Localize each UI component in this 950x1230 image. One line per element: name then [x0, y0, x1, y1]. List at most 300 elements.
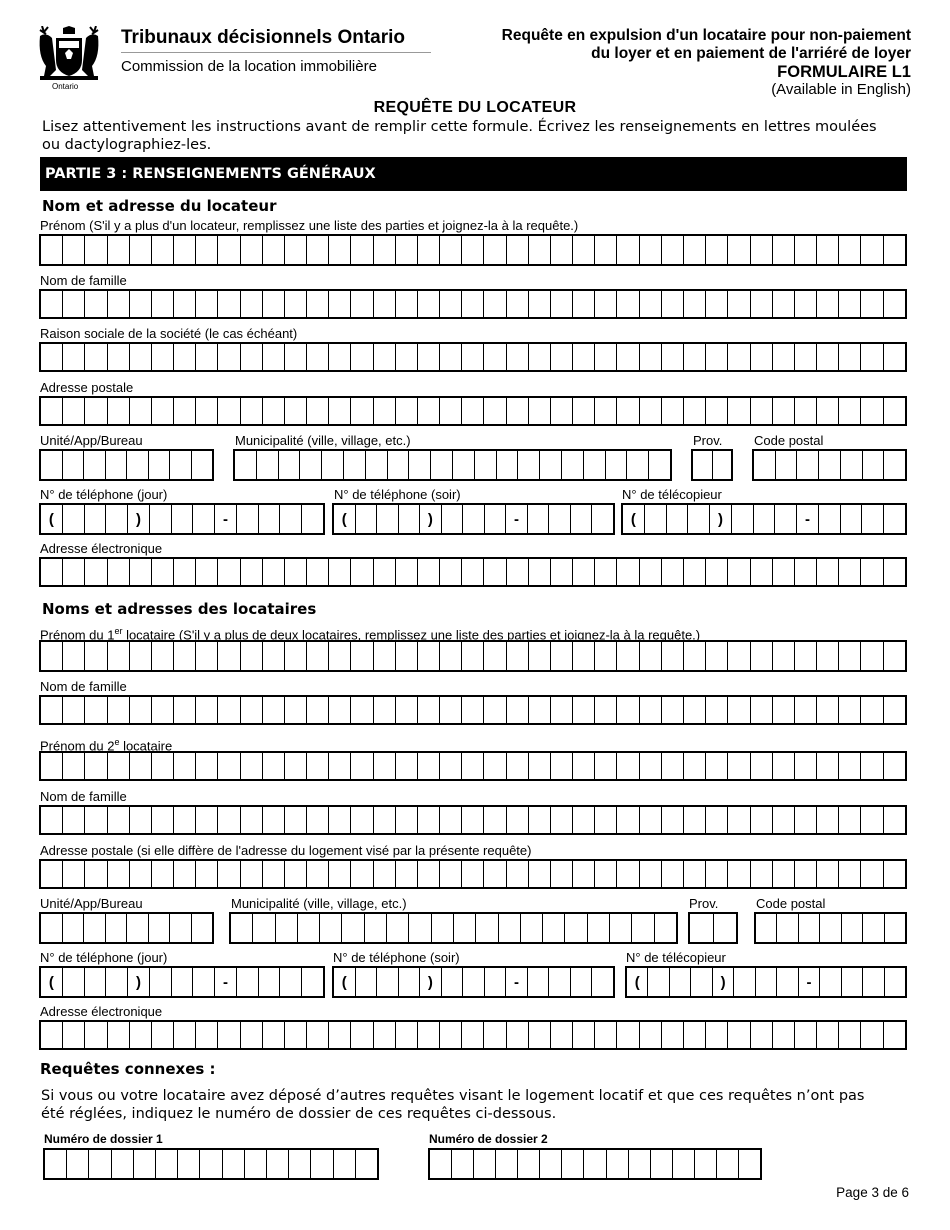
landlord-postal-code-field[interactable]	[752, 449, 907, 481]
char-box[interactable]	[528, 753, 550, 779]
char-box[interactable]	[341, 914, 363, 942]
char-box[interactable]	[439, 753, 461, 779]
char-box[interactable]	[591, 968, 613, 996]
char-box[interactable]	[550, 807, 572, 833]
char-box[interactable]	[284, 559, 306, 585]
char-box[interactable]	[266, 1150, 288, 1178]
char-box[interactable]	[883, 291, 905, 317]
char-box[interactable]: )	[127, 968, 149, 996]
char-box[interactable]	[648, 451, 670, 479]
char-box[interactable]	[195, 753, 217, 779]
char-box[interactable]	[240, 861, 262, 887]
char-box[interactable]	[306, 697, 328, 723]
char-box[interactable]	[498, 914, 520, 942]
char-box[interactable]	[727, 807, 749, 833]
char-box[interactable]	[192, 505, 214, 533]
char-box[interactable]	[570, 968, 592, 996]
char-box[interactable]	[177, 1150, 199, 1178]
char-box[interactable]	[395, 697, 417, 723]
char-box[interactable]	[350, 697, 372, 723]
char-box[interactable]	[45, 1150, 66, 1178]
char-box[interactable]	[105, 914, 127, 942]
char-box[interactable]	[462, 505, 484, 533]
char-box[interactable]	[705, 236, 727, 264]
char-box[interactable]	[461, 807, 483, 833]
char-box[interactable]	[616, 236, 638, 264]
char-box[interactable]	[594, 807, 616, 833]
char-box[interactable]	[474, 451, 496, 479]
char-box[interactable]	[195, 807, 217, 833]
char-box[interactable]	[195, 1022, 217, 1048]
char-box[interactable]	[107, 642, 129, 670]
char-box[interactable]	[191, 451, 213, 479]
char-box[interactable]	[838, 753, 860, 779]
char-box[interactable]	[484, 505, 506, 533]
char-box[interactable]	[661, 753, 683, 779]
char-box[interactable]	[240, 291, 262, 317]
char-box[interactable]	[606, 1150, 628, 1178]
char-box[interactable]	[794, 559, 816, 585]
char-box[interactable]	[772, 807, 794, 833]
char-box[interactable]	[328, 559, 350, 585]
char-box[interactable]	[107, 291, 129, 317]
char-box[interactable]	[750, 236, 772, 264]
char-box[interactable]	[838, 642, 860, 670]
char-box[interactable]	[173, 861, 195, 887]
char-box[interactable]	[461, 559, 483, 585]
char-box[interactable]	[62, 642, 84, 670]
char-box[interactable]	[319, 914, 341, 942]
char-box[interactable]	[350, 1022, 372, 1048]
char-box[interactable]	[860, 807, 882, 833]
char-box[interactable]	[883, 697, 905, 723]
char-box[interactable]	[373, 807, 395, 833]
char-box[interactable]	[506, 861, 528, 887]
char-box[interactable]	[262, 1022, 284, 1048]
char-box[interactable]	[838, 697, 860, 723]
char-box[interactable]	[173, 807, 195, 833]
char-box[interactable]	[41, 291, 62, 317]
char-box[interactable]	[838, 236, 860, 264]
char-box[interactable]	[451, 1150, 473, 1178]
char-box[interactable]	[819, 914, 840, 942]
char-box[interactable]	[794, 807, 816, 833]
char-box[interactable]	[417, 291, 439, 317]
char-box[interactable]	[84, 559, 106, 585]
char-box[interactable]	[151, 291, 173, 317]
char-box[interactable]	[217, 753, 239, 779]
char-box[interactable]	[705, 807, 727, 833]
char-box[interactable]	[639, 807, 661, 833]
char-box[interactable]	[62, 236, 84, 264]
char-box[interactable]	[284, 642, 306, 670]
char-box[interactable]	[528, 697, 550, 723]
file-number-2-field[interactable]	[428, 1148, 762, 1180]
char-box[interactable]	[838, 291, 860, 317]
char-box[interactable]	[772, 753, 794, 779]
tenant-unit-field[interactable]	[39, 912, 214, 944]
char-box[interactable]	[262, 697, 284, 723]
char-box[interactable]: -	[214, 505, 236, 533]
char-box[interactable]	[683, 697, 705, 723]
char-box[interactable]	[794, 291, 816, 317]
char-box[interactable]	[151, 1022, 173, 1048]
char-box[interactable]	[794, 236, 816, 264]
char-box[interactable]	[661, 344, 683, 370]
char-box[interactable]	[84, 807, 106, 833]
char-box[interactable]	[550, 236, 572, 264]
char-box[interactable]	[107, 1022, 129, 1048]
char-box[interactable]	[661, 236, 683, 264]
char-box[interactable]	[195, 642, 217, 670]
char-box[interactable]	[41, 807, 62, 833]
char-box[interactable]	[550, 697, 572, 723]
char-box[interactable]	[683, 642, 705, 670]
char-box[interactable]	[616, 559, 638, 585]
char-box[interactable]	[483, 559, 505, 585]
char-box[interactable]	[772, 291, 794, 317]
char-box[interactable]	[572, 642, 594, 670]
char-box[interactable]	[528, 291, 550, 317]
char-box[interactable]	[171, 968, 193, 996]
char-box[interactable]	[550, 398, 572, 424]
char-box[interactable]	[439, 236, 461, 264]
char-box[interactable]	[816, 697, 838, 723]
char-box[interactable]	[616, 398, 638, 424]
char-box[interactable]	[299, 451, 321, 479]
char-box[interactable]	[756, 914, 776, 942]
char-box[interactable]	[373, 1022, 395, 1048]
char-box[interactable]	[328, 807, 350, 833]
char-box[interactable]	[417, 753, 439, 779]
char-box[interactable]	[284, 861, 306, 887]
char-box[interactable]	[572, 697, 594, 723]
char-box[interactable]	[195, 697, 217, 723]
char-box[interactable]	[195, 559, 217, 585]
char-box[interactable]	[550, 291, 572, 317]
char-box[interactable]	[105, 968, 127, 996]
char-box[interactable]	[794, 753, 816, 779]
char-box[interactable]	[417, 861, 439, 887]
char-box[interactable]	[661, 1022, 683, 1048]
char-box[interactable]	[151, 559, 173, 585]
char-box[interactable]	[262, 344, 284, 370]
char-box[interactable]	[350, 861, 372, 887]
char-box[interactable]	[441, 968, 463, 996]
char-box[interactable]	[126, 451, 148, 479]
char-box[interactable]	[750, 1022, 772, 1048]
char-box[interactable]	[236, 968, 258, 996]
char-box[interactable]	[616, 344, 638, 370]
char-box[interactable]	[506, 344, 528, 370]
char-box[interactable]	[738, 1150, 760, 1178]
char-box[interactable]	[727, 861, 749, 887]
char-box[interactable]	[750, 697, 772, 723]
char-box[interactable]	[395, 291, 417, 317]
landlord-first-name-field[interactable]	[39, 234, 907, 266]
char-box[interactable]	[731, 505, 753, 533]
char-box[interactable]	[609, 914, 631, 942]
char-box[interactable]	[587, 914, 609, 942]
char-box[interactable]	[306, 344, 328, 370]
char-box[interactable]	[84, 861, 106, 887]
char-box[interactable]	[727, 642, 749, 670]
char-box[interactable]	[256, 451, 278, 479]
char-box[interactable]	[107, 697, 129, 723]
char-box[interactable]	[62, 753, 84, 779]
char-box[interactable]	[231, 914, 252, 942]
char-box[interactable]	[240, 559, 262, 585]
char-box[interactable]	[639, 1022, 661, 1048]
char-box[interactable]	[301, 505, 323, 533]
char-box[interactable]	[173, 291, 195, 317]
tenant-address-field[interactable]	[39, 859, 907, 889]
char-box[interactable]	[750, 861, 772, 887]
char-box[interactable]	[395, 642, 417, 670]
char-box[interactable]	[262, 861, 284, 887]
char-box[interactable]	[727, 344, 749, 370]
char-box[interactable]	[616, 807, 638, 833]
char-box[interactable]	[750, 398, 772, 424]
char-box[interactable]: -	[214, 968, 236, 996]
char-box[interactable]	[395, 398, 417, 424]
char-box[interactable]	[594, 1022, 616, 1048]
char-box[interactable]	[195, 236, 217, 264]
char-box[interactable]	[528, 861, 550, 887]
char-box[interactable]	[605, 451, 627, 479]
tenant-postal-code-field[interactable]	[754, 912, 907, 944]
char-box[interactable]	[483, 398, 505, 424]
char-box[interactable]	[818, 505, 840, 533]
char-box[interactable]	[452, 451, 474, 479]
char-box[interactable]	[883, 642, 905, 670]
char-box[interactable]	[284, 697, 306, 723]
char-box[interactable]	[398, 505, 420, 533]
char-box[interactable]	[883, 398, 905, 424]
char-box[interactable]	[661, 642, 683, 670]
char-box[interactable]	[861, 505, 883, 533]
char-box[interactable]	[41, 559, 62, 585]
char-box[interactable]	[816, 642, 838, 670]
char-box[interactable]	[151, 642, 173, 670]
char-box[interactable]	[41, 398, 62, 424]
char-box[interactable]	[528, 236, 550, 264]
char-box[interactable]	[816, 807, 838, 833]
char-box[interactable]	[439, 559, 461, 585]
char-box[interactable]	[570, 505, 592, 533]
char-box[interactable]	[217, 291, 239, 317]
char-box[interactable]	[387, 451, 409, 479]
char-box[interactable]	[862, 451, 884, 479]
char-box[interactable]	[461, 1022, 483, 1048]
char-box[interactable]	[284, 344, 306, 370]
char-box[interactable]	[365, 451, 387, 479]
char-box[interactable]	[883, 861, 905, 887]
char-box[interactable]	[262, 642, 284, 670]
char-box[interactable]	[258, 968, 280, 996]
char-box[interactable]	[483, 753, 505, 779]
char-box[interactable]	[572, 559, 594, 585]
char-box[interactable]	[572, 398, 594, 424]
char-box[interactable]	[306, 398, 328, 424]
char-box[interactable]	[133, 1150, 155, 1178]
char-box[interactable]	[816, 753, 838, 779]
char-box[interactable]	[373, 398, 395, 424]
char-box[interactable]	[616, 291, 638, 317]
char-box[interactable]	[350, 807, 372, 833]
char-box[interactable]	[639, 753, 661, 779]
char-box[interactable]	[155, 1150, 177, 1178]
char-box[interactable]	[796, 451, 818, 479]
char-box[interactable]	[517, 1150, 539, 1178]
char-box[interactable]	[284, 236, 306, 264]
char-box[interactable]	[647, 968, 668, 996]
char-box[interactable]	[84, 697, 106, 723]
char-box[interactable]	[750, 344, 772, 370]
char-box[interactable]	[561, 1150, 583, 1178]
char-box[interactable]	[328, 697, 350, 723]
char-box[interactable]	[626, 451, 648, 479]
char-box[interactable]	[62, 1022, 84, 1048]
char-box[interactable]	[376, 505, 398, 533]
char-box[interactable]	[84, 642, 106, 670]
char-box[interactable]	[275, 914, 297, 942]
tenant2-first-name-field[interactable]	[39, 751, 907, 781]
char-box[interactable]	[772, 642, 794, 670]
char-box[interactable]	[66, 1150, 88, 1178]
char-box[interactable]	[838, 344, 860, 370]
char-box[interactable]	[217, 398, 239, 424]
char-box[interactable]	[654, 914, 676, 942]
char-box[interactable]	[328, 344, 350, 370]
char-box[interactable]	[129, 344, 151, 370]
char-box[interactable]	[683, 1022, 705, 1048]
char-box[interactable]	[727, 559, 749, 585]
char-box[interactable]	[683, 398, 705, 424]
landlord-unit-field[interactable]	[39, 449, 214, 481]
char-box[interactable]	[528, 642, 550, 670]
char-box[interactable]	[129, 398, 151, 424]
char-box[interactable]	[750, 642, 772, 670]
char-box[interactable]	[151, 807, 173, 833]
char-box[interactable]	[252, 914, 274, 942]
char-box[interactable]	[506, 1022, 528, 1048]
char-box[interactable]	[439, 861, 461, 887]
char-box[interactable]	[328, 291, 350, 317]
char-box[interactable]	[705, 398, 727, 424]
char-box[interactable]	[173, 642, 195, 670]
landlord-municipality-field[interactable]	[233, 449, 672, 481]
char-box[interactable]	[705, 1022, 727, 1048]
char-box[interactable]	[690, 914, 713, 942]
char-box[interactable]	[328, 753, 350, 779]
char-box[interactable]	[262, 753, 284, 779]
char-box[interactable]	[669, 968, 690, 996]
char-box[interactable]	[838, 398, 860, 424]
char-box[interactable]	[461, 291, 483, 317]
char-box[interactable]	[439, 807, 461, 833]
char-box[interactable]	[461, 398, 483, 424]
char-box[interactable]	[333, 1150, 355, 1178]
char-box[interactable]	[306, 291, 328, 317]
char-box[interactable]	[840, 451, 862, 479]
char-box[interactable]	[278, 451, 300, 479]
char-box[interactable]	[528, 807, 550, 833]
char-box[interactable]: -	[798, 968, 819, 996]
char-box[interactable]	[240, 236, 262, 264]
char-box[interactable]	[483, 697, 505, 723]
char-box[interactable]	[750, 753, 772, 779]
char-box[interactable]	[755, 968, 776, 996]
char-box[interactable]: )	[127, 505, 149, 533]
char-box[interactable]	[151, 753, 173, 779]
char-box[interactable]	[129, 642, 151, 670]
char-box[interactable]	[240, 344, 262, 370]
char-box[interactable]	[594, 753, 616, 779]
char-box[interactable]	[129, 807, 151, 833]
char-box[interactable]	[483, 1022, 505, 1048]
char-box[interactable]	[572, 236, 594, 264]
char-box[interactable]	[727, 291, 749, 317]
char-box[interactable]: -	[505, 968, 527, 996]
char-box[interactable]	[84, 1022, 106, 1048]
char-box[interactable]	[631, 914, 653, 942]
char-box[interactable]	[408, 451, 430, 479]
char-box[interactable]	[417, 697, 439, 723]
char-box[interactable]	[199, 1150, 221, 1178]
char-box[interactable]	[262, 807, 284, 833]
char-box[interactable]	[496, 451, 518, 479]
char-box[interactable]	[860, 344, 882, 370]
char-box[interactable]	[107, 236, 129, 264]
char-box[interactable]: -	[796, 505, 818, 533]
file-number-1-field[interactable]	[43, 1148, 379, 1180]
char-box[interactable]	[41, 642, 62, 670]
landlord-last-name-field[interactable]	[39, 289, 907, 319]
char-box[interactable]	[222, 1150, 244, 1178]
char-box[interactable]	[288, 1150, 310, 1178]
char-box[interactable]	[41, 697, 62, 723]
char-box[interactable]	[727, 697, 749, 723]
char-box[interactable]	[430, 451, 452, 479]
char-box[interactable]	[240, 398, 262, 424]
char-box[interactable]	[306, 753, 328, 779]
char-box[interactable]	[41, 914, 62, 942]
char-box[interactable]	[373, 861, 395, 887]
char-box[interactable]	[240, 642, 262, 670]
char-box[interactable]	[461, 236, 483, 264]
char-box[interactable]	[883, 1022, 905, 1048]
char-box[interactable]	[373, 642, 395, 670]
char-box[interactable]	[693, 451, 712, 479]
char-box[interactable]	[639, 697, 661, 723]
char-box[interactable]	[550, 861, 572, 887]
char-box[interactable]	[217, 236, 239, 264]
char-box[interactable]	[240, 807, 262, 833]
char-box[interactable]	[550, 753, 572, 779]
char-box[interactable]	[328, 1022, 350, 1048]
char-box[interactable]	[355, 505, 377, 533]
char-box[interactable]	[328, 236, 350, 264]
char-box[interactable]	[62, 968, 84, 996]
char-box[interactable]	[860, 861, 882, 887]
char-box[interactable]	[173, 697, 195, 723]
char-box[interactable]	[572, 1022, 594, 1048]
char-box[interactable]	[386, 914, 408, 942]
char-box[interactable]	[475, 914, 497, 942]
char-box[interactable]	[862, 914, 883, 942]
char-box[interactable]	[883, 753, 905, 779]
